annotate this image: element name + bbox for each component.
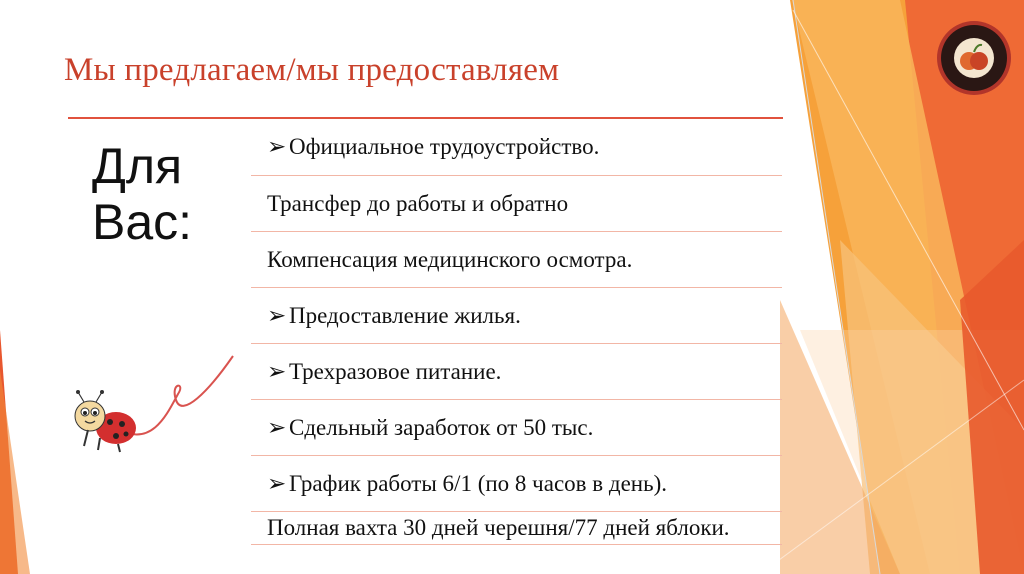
benefits-list xyxy=(251,119,782,545)
list-item xyxy=(251,512,782,545)
slide-title: Мы предлагаем/мы предоставляем xyxy=(64,52,560,88)
list-item-text: Сдельный заработок от 50 тыс. xyxy=(289,414,594,440)
list-item xyxy=(251,232,782,288)
ladybug-illustration xyxy=(58,352,236,462)
company-logo xyxy=(936,20,1012,96)
arrow-bullet-icon: ➢ xyxy=(267,358,287,384)
list-item xyxy=(251,288,782,344)
list-item-text: График работы 6/1 (по 8 часов в день). xyxy=(289,470,667,496)
list-item xyxy=(251,344,782,400)
list-item-text: Полная вахта 30 дней черешня/77 дней яблоки. xyxy=(267,515,730,540)
arrow-bullet-icon: ➢ xyxy=(267,134,287,159)
arrow-bullet-icon: ➢ xyxy=(267,414,287,440)
arrow-bullet-icon: ➢ xyxy=(267,470,287,496)
for-you-line-2: Вас: xyxy=(92,194,193,250)
for-you-line-1: Для xyxy=(92,138,183,194)
for-you-heading xyxy=(92,138,192,250)
list-item xyxy=(251,400,782,456)
list-item-text: Трехразовое питание. xyxy=(289,358,502,384)
list-item-text: Трансфер до работы и обратно xyxy=(267,190,569,216)
list-item xyxy=(251,456,782,512)
arrow-bullet-icon: ➢ xyxy=(267,302,287,328)
list-item-text: Предоставление жилья. xyxy=(289,302,521,328)
list-item-text: Официальное трудоустройство. xyxy=(289,134,600,159)
list-item-text: Компенсация медицинского осмотра. xyxy=(267,246,633,272)
list-item xyxy=(251,176,782,232)
list-item xyxy=(251,119,782,176)
